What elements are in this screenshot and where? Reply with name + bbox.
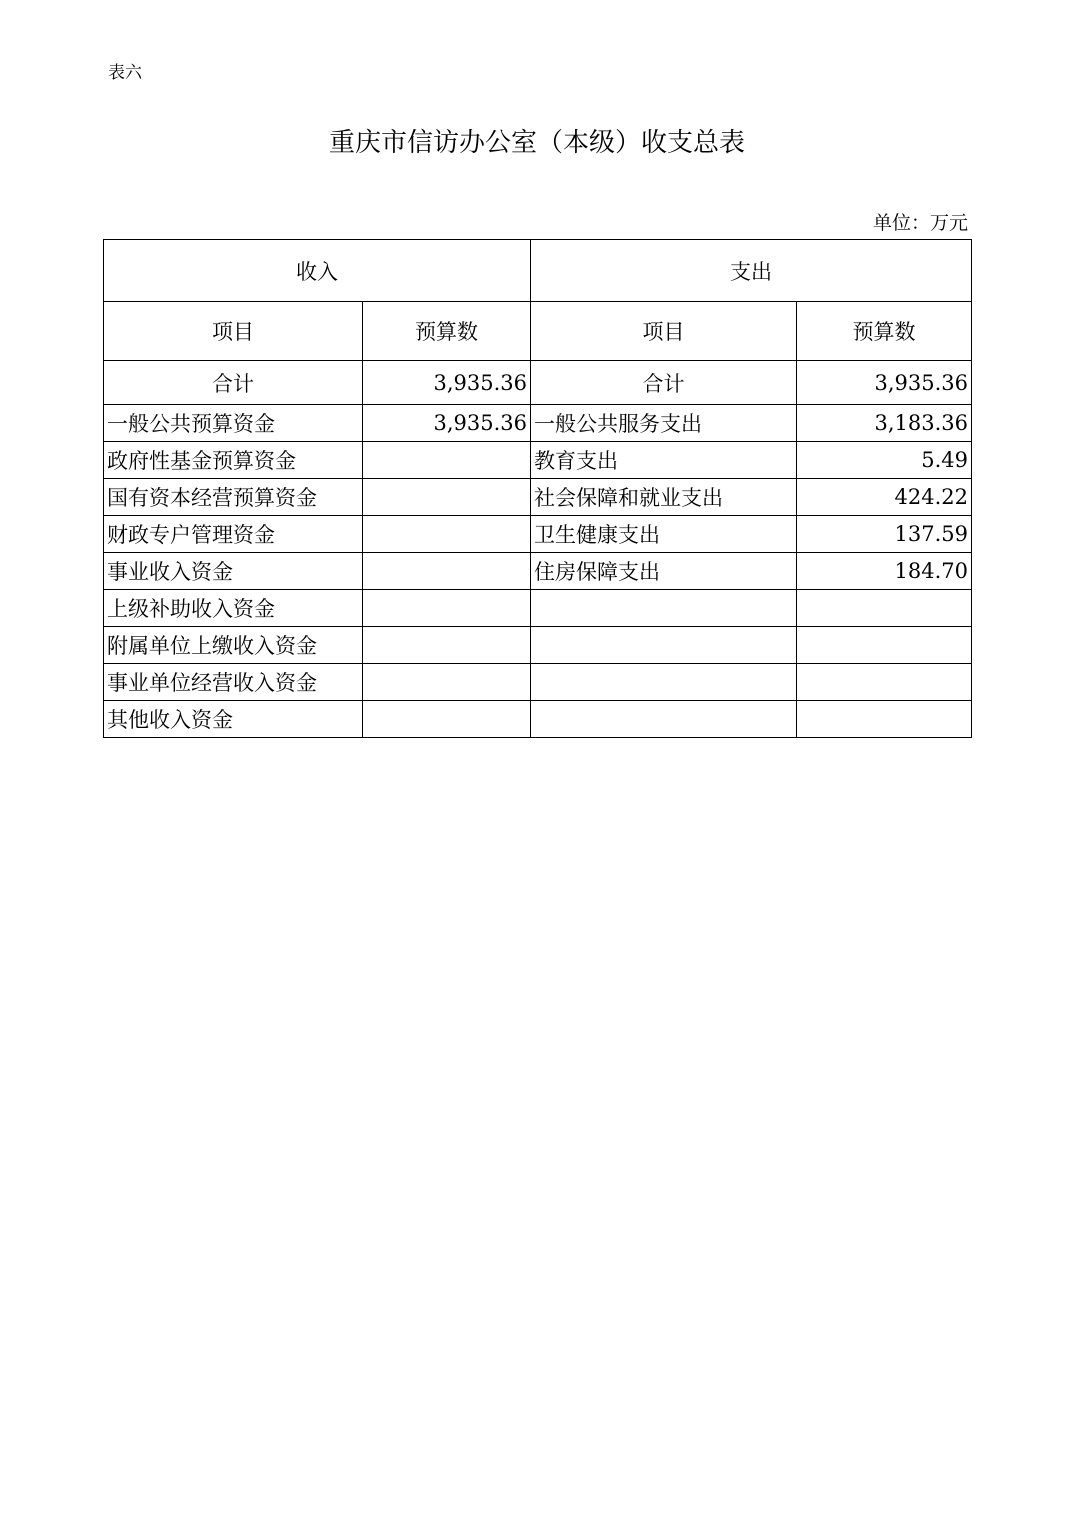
expenditure-item: 一般公共服务支出 — [531, 405, 797, 442]
income-item-header: 项目 — [104, 302, 363, 361]
table-row — [104, 553, 972, 590]
income-item: 事业单位经营收入资金 — [104, 664, 363, 701]
expenditure-total-value: 3,935.36 — [797, 361, 972, 405]
income-item: 财政专户管理资金 — [104, 516, 363, 553]
table-row — [104, 442, 972, 479]
income-value — [363, 627, 531, 664]
page-title: 重庆市信访办公室（本级）收支总表 — [328, 128, 745, 158]
table-row — [104, 516, 972, 553]
expenditure-value: 184.70 — [797, 553, 972, 590]
column-header-row — [104, 302, 972, 361]
income-item: 附属单位上缴收入资金 — [104, 627, 363, 664]
expenditure-item — [531, 590, 797, 627]
table-row — [104, 664, 972, 701]
income-item: 其他收入资金 — [104, 701, 363, 738]
income-total-value: 3,935.36 — [363, 361, 531, 405]
total-row — [104, 361, 972, 405]
income-item: 国有资本经营预算资金 — [104, 479, 363, 516]
expenditure-value — [797, 627, 972, 664]
income-section-header: 收入 — [104, 240, 531, 302]
expenditure-item — [531, 701, 797, 738]
table-row — [104, 590, 972, 627]
expenditure-section-header: 支出 — [531, 240, 972, 302]
expenditure-item-header: 项目 — [531, 302, 797, 361]
income-budget-header: 预算数 — [363, 302, 531, 361]
expenditure-value — [797, 701, 972, 738]
income-value — [363, 479, 531, 516]
table-number: 表六 — [108, 63, 142, 83]
expenditure-total-label: 合计 — [531, 361, 797, 405]
income-total-label: 合计 — [104, 361, 363, 405]
income-item: 上级补助收入资金 — [104, 590, 363, 627]
expenditure-value: 3,183.36 — [797, 405, 972, 442]
income-value — [363, 701, 531, 738]
table-row — [104, 627, 972, 664]
income-value — [363, 442, 531, 479]
expenditure-item: 卫生健康支出 — [531, 516, 797, 553]
table-row — [104, 701, 972, 738]
income-item: 事业收入资金 — [104, 553, 363, 590]
income-value — [363, 516, 531, 553]
table-row — [104, 405, 972, 442]
income-item: 一般公共预算资金 — [104, 405, 363, 442]
income-item: 政府性基金预算资金 — [104, 442, 363, 479]
expenditure-value: 137.59 — [797, 516, 972, 553]
income-value — [363, 553, 531, 590]
income-value — [363, 664, 531, 701]
expenditure-item: 住房保障支出 — [531, 553, 797, 590]
expenditure-value: 5.49 — [797, 442, 972, 479]
income-value — [363, 590, 531, 627]
expenditure-item: 教育支出 — [531, 442, 797, 479]
income-value: 3,935.36 — [363, 405, 531, 442]
unit-label: 单位：万元 — [872, 212, 968, 234]
expenditure-item — [531, 627, 797, 664]
expenditure-value: 424.22 — [797, 479, 972, 516]
expenditure-value — [797, 664, 972, 701]
expenditure-item: 社会保障和就业支出 — [531, 479, 797, 516]
expenditure-value — [797, 590, 972, 627]
budget-summary-table — [103, 239, 972, 738]
section-header-row — [104, 240, 972, 302]
expenditure-item — [531, 664, 797, 701]
expenditure-budget-header: 预算数 — [797, 302, 972, 361]
table-row — [104, 479, 972, 516]
